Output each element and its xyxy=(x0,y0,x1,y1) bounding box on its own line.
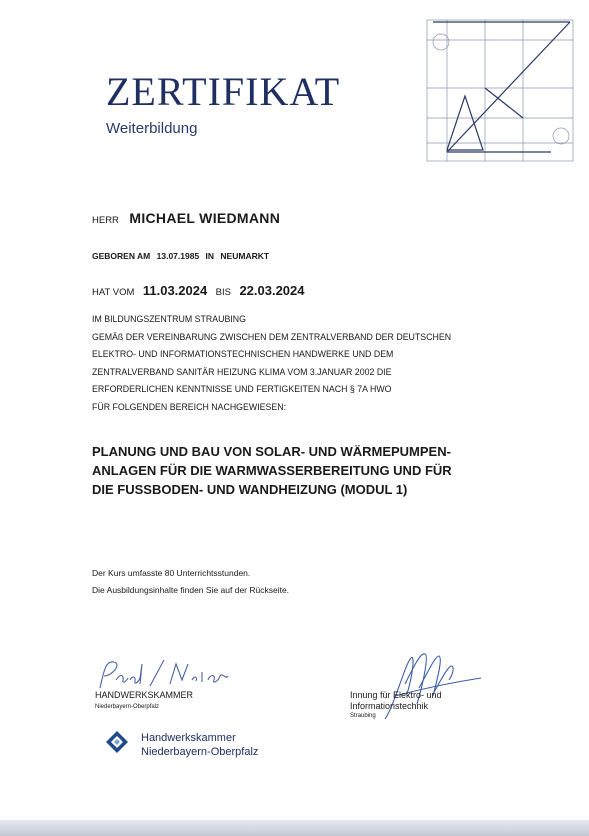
born-date: 13.07.1985 xyxy=(156,251,200,261)
from-label: HAT VOM xyxy=(92,287,135,298)
right-signatory-sub: Straubing xyxy=(350,713,376,719)
body-line: ELEKTRO- UND INFORMATIONSTECHNISCHEN HANDWERKE UND DEM xyxy=(92,349,394,360)
course-line: DIE FUSSBODEN- UND WANDHEIZUNG (MODUL 1) xyxy=(92,482,408,497)
from-date: 11.03.2024 xyxy=(142,283,208,298)
bottom-edge xyxy=(0,820,589,836)
course-notes xyxy=(92,565,289,599)
course-line: ANLAGEN FÜR DIE WARMWASSERBEREITUNG UND FÜR xyxy=(92,463,452,478)
body-line: GEMÄß DER VEREINBARUNG ZWISCHEN DEM ZENTRALVERBAND DER DEUTSCHEN xyxy=(92,331,452,342)
hwk-logo-text xyxy=(141,731,258,759)
certificate-subtitle: Weiterbildung xyxy=(106,120,198,137)
hwk-logo-line: Handwerkskammer xyxy=(141,732,236,744)
to-date: 22.03.2024 xyxy=(239,283,305,298)
born-in-label: IN xyxy=(205,251,215,261)
note-line: Die Ausbildungsinhalte finden Sie auf der Rückseite. xyxy=(92,585,290,595)
recipient-line xyxy=(92,210,280,228)
recipient-name: MICHAEL WIEDMANN xyxy=(129,210,281,226)
course-title xyxy=(92,442,532,499)
certificate-body xyxy=(92,311,542,417)
body-line: FÜR FOLGENDEN BEREICH NACHGEWIESEN: xyxy=(92,401,287,412)
body-line: ZENTRALVERBAND SANITÄR HEIZUNG KLIMA VOM 3.JANUAR 2002 DIE xyxy=(92,366,392,377)
birth-line xyxy=(92,251,273,261)
salutation: HERR xyxy=(92,215,119,226)
born-place: NEUMARKT xyxy=(220,251,270,261)
born-label: GEBOREN AM xyxy=(92,251,151,261)
to-label: BIS xyxy=(215,287,231,298)
hwk-logo-line: Niederbayern-Oberpfalz xyxy=(141,746,259,758)
right-signature-icon xyxy=(355,644,485,724)
note-line: Der Kurs umfasste 80 Unterrichtsstunden. xyxy=(92,568,251,578)
course-line: PLANUNG UND BAU VON SOLAR- UND WÄRMEPUMPEN- xyxy=(92,444,451,459)
period-line xyxy=(92,282,309,300)
hwk-logo-icon xyxy=(105,730,129,754)
left-signatory-sub: Niederbayern-Oberpfalz xyxy=(95,704,160,710)
right-signatory-label xyxy=(350,690,442,712)
z-emblem-icon xyxy=(425,18,575,163)
body-line: ERFORDERLICHEN KENNTNISSE UND FERTIGKEITEN NACH § 7A HWO xyxy=(92,384,392,395)
left-signatory-label: HANDWERKSKAMMER xyxy=(95,690,194,700)
right-label-line: Informationstechnik xyxy=(350,701,429,711)
left-signature-icon xyxy=(92,650,262,695)
certificate-title: ZERTIFIKAT xyxy=(106,69,341,114)
body-line: IM BILDUNGSZENTRUM STRAUBING xyxy=(92,314,246,324)
right-label-line: Innung für Elektro- und xyxy=(350,690,442,700)
